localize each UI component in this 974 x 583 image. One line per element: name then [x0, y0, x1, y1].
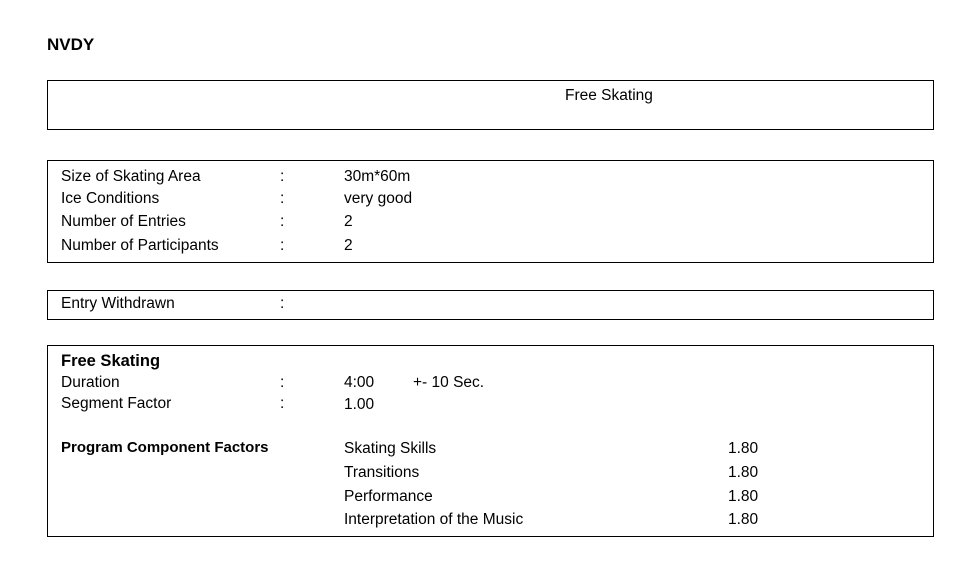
venue-label-ice: Ice Conditions: [61, 190, 160, 207]
duration-tolerance: +- 10 Sec.: [413, 374, 485, 391]
component-name: Skating Skills: [344, 440, 437, 457]
venue-value-size: 30m*60m: [344, 168, 411, 185]
segment-factor-label: Segment Factor: [61, 395, 172, 412]
component-factor: 1.80: [728, 464, 759, 481]
component-name: Transitions: [344, 464, 420, 481]
segment-factor-value: 1.00: [344, 396, 375, 413]
venue-sep-ice: :: [280, 190, 285, 207]
venue-sep-size: :: [280, 168, 285, 185]
withdrawn-sep: :: [280, 295, 285, 312]
segment-header-box: [47, 80, 934, 130]
segment-details-box: [47, 345, 934, 537]
venue-value-entries: 2: [344, 213, 353, 230]
venue-value-participants: 2: [344, 237, 353, 254]
segment-header: Free Skating: [565, 87, 653, 104]
venue-info-box: [47, 160, 934, 263]
venue-sep-participants: :: [280, 237, 285, 254]
duration-label: Duration: [61, 374, 120, 391]
venue-value-ice: very good: [344, 190, 413, 207]
venue-label-entries: Number of Entries: [61, 213, 186, 230]
page-title: NVDY: [47, 35, 95, 54]
duration-sep: :: [280, 374, 285, 391]
component-factor: 1.80: [728, 488, 759, 505]
venue-label-participants: Number of Participants: [61, 237, 219, 254]
component-name: Performance: [344, 488, 433, 505]
venue-sep-entries: :: [280, 213, 285, 230]
component-factor: 1.80: [728, 440, 759, 457]
segment-factor-sep: :: [280, 395, 285, 412]
withdrawn-box: [47, 290, 934, 320]
duration-value: 4:00: [344, 374, 375, 391]
component-factor: 1.80: [728, 511, 759, 528]
component-name: Interpretation of the Music: [344, 511, 524, 528]
withdrawn-label: Entry Withdrawn: [61, 295, 175, 312]
pcf-label: Program Component Factors: [61, 439, 269, 456]
segment-title: Free Skating: [61, 352, 161, 370]
venue-label-size: Size of Skating Area: [61, 168, 201, 185]
